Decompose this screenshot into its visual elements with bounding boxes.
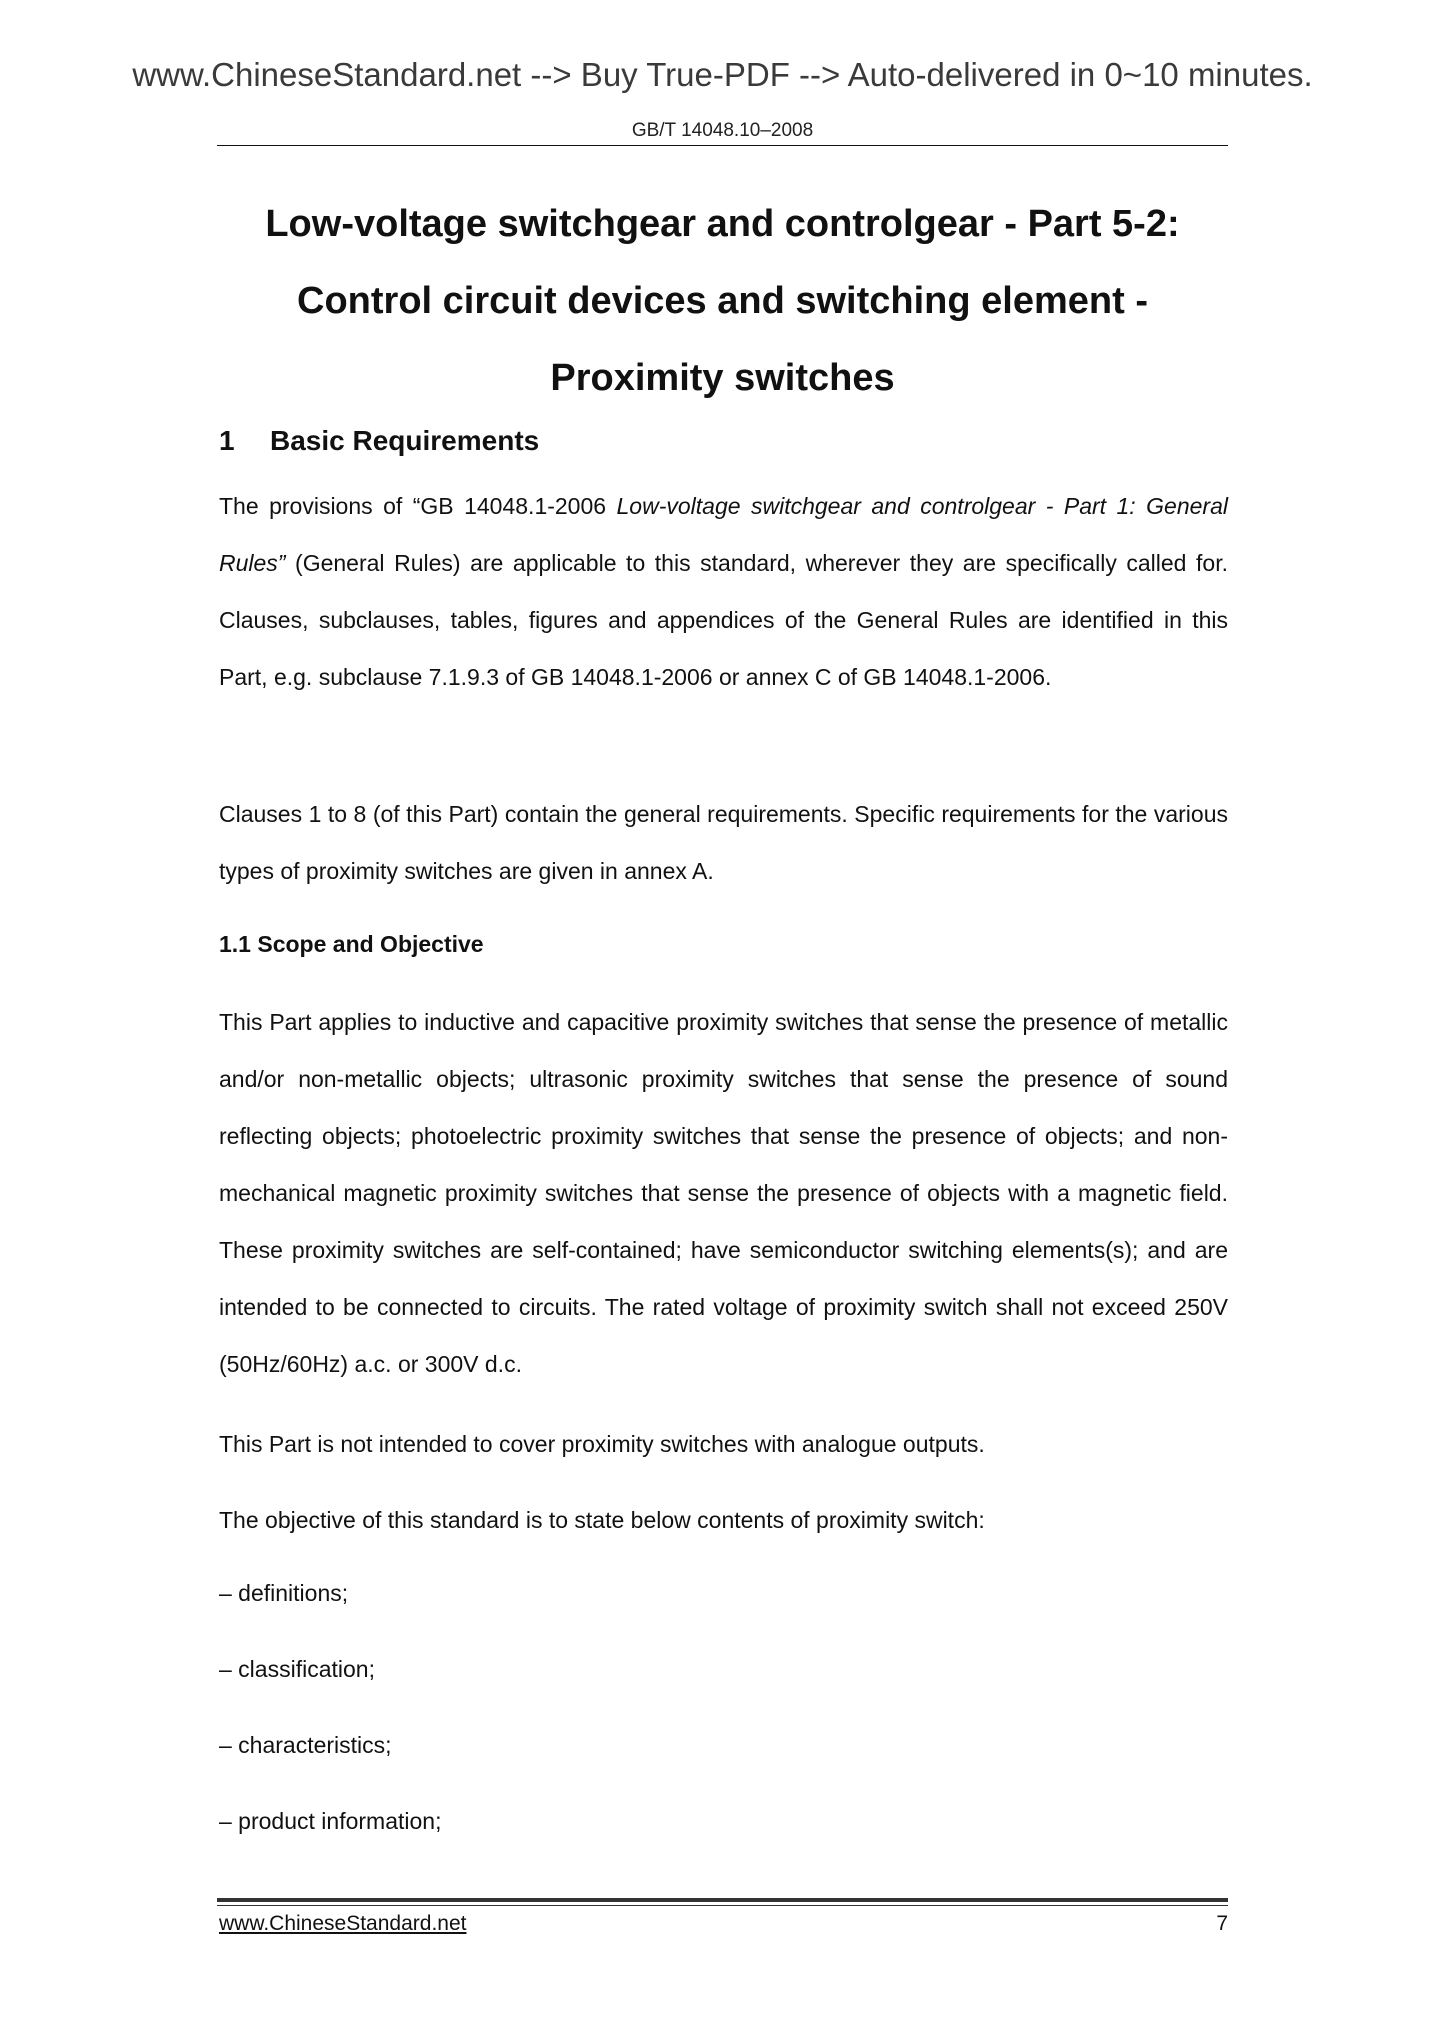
- footer-website-link[interactable]: www.ChineseStandard.net: [219, 1912, 467, 1935]
- page-number: 7: [1216, 1912, 1228, 1935]
- document-number: GB/T 14048.10–2008: [631, 120, 814, 141]
- section-1-heading: [219, 425, 1228, 457]
- title-line-1: Low-voltage switchgear and controlgear - Part 5-2:: [265, 203, 1180, 245]
- title-line-3: Proximity switches: [550, 357, 895, 399]
- section-1-1-heading: 1.1 Scope and Objective: [219, 931, 484, 957]
- list-item-classification: – classification;: [219, 1656, 375, 1682]
- section-1-number: 1: [219, 425, 235, 456]
- title-line-2: Control circuit devices and switching element -: [297, 280, 1148, 322]
- list-item-characteristics: – characteristics;: [219, 1732, 392, 1758]
- section-1-1-paragraph-2: This Part is not intended to cover proximity switches with analogue outputs.: [219, 1431, 985, 1457]
- p1-italic-reference: Low-voltage switchgear and controlgear - Part 1: General Rules”: [219, 493, 1228, 576]
- list-item-product-information: – product information;: [219, 1808, 442, 1834]
- document-title: [150, 186, 1295, 417]
- section-1-title: Basic Requirements: [270, 425, 540, 456]
- p1-text-after: (General Rules) are applicable to this standard, wherever they are specifically called for. Clauses, subclauses, tables, figures and appendices of the General Rules are identified in this Part, e.g. subclause 7.1.9.3 of GB 14048.1-2006 or annex C of GB 14048.1-2006.: [219, 550, 1228, 690]
- list-item-definitions: – definitions;: [219, 1580, 349, 1606]
- section-1-paragraph-2: Clauses 1 to 8 (of this Part) contain the general requirements. Specific requirements for the various types of proximity switches are given in annex A.: [219, 801, 1228, 884]
- site-banner: www.ChineseStandard.net --> Buy True-PDF --> Auto-delivered in 0~10 minutes.: [132, 56, 1313, 93]
- section-1-1-paragraph-3: The objective of this standard is to state below contents of proximity switch:: [219, 1507, 985, 1533]
- p1-text-before: The provisions of “GB 14048.1-2006: [219, 493, 617, 519]
- section-1-paragraph-1: [219, 478, 1228, 706]
- footer-rule-thick: [217, 1898, 1228, 1902]
- section-1-1-paragraph-1: This Part applies to inductive and capacitive proximity switches that sense the presence of metallic and/or non-metallic objects; ultrasonic proximity switches that sense the presence of sound reflecting objects; photoelectric proximity switches that sense the presence of objects; and non-mechanical magnetic proximity switches that sense the presence of objects with a magnetic field. These proximity switches are self-contained; have semiconductor switching elements(s); and are intended to be connected to circuits. The rated voltage of proximity switch shall not exceed 250V (50Hz/60Hz) a.c. or 300V d.c.: [219, 1009, 1228, 1377]
- footer-rule-thin: [217, 1905, 1228, 1906]
- header-rule: [217, 145, 1228, 146]
